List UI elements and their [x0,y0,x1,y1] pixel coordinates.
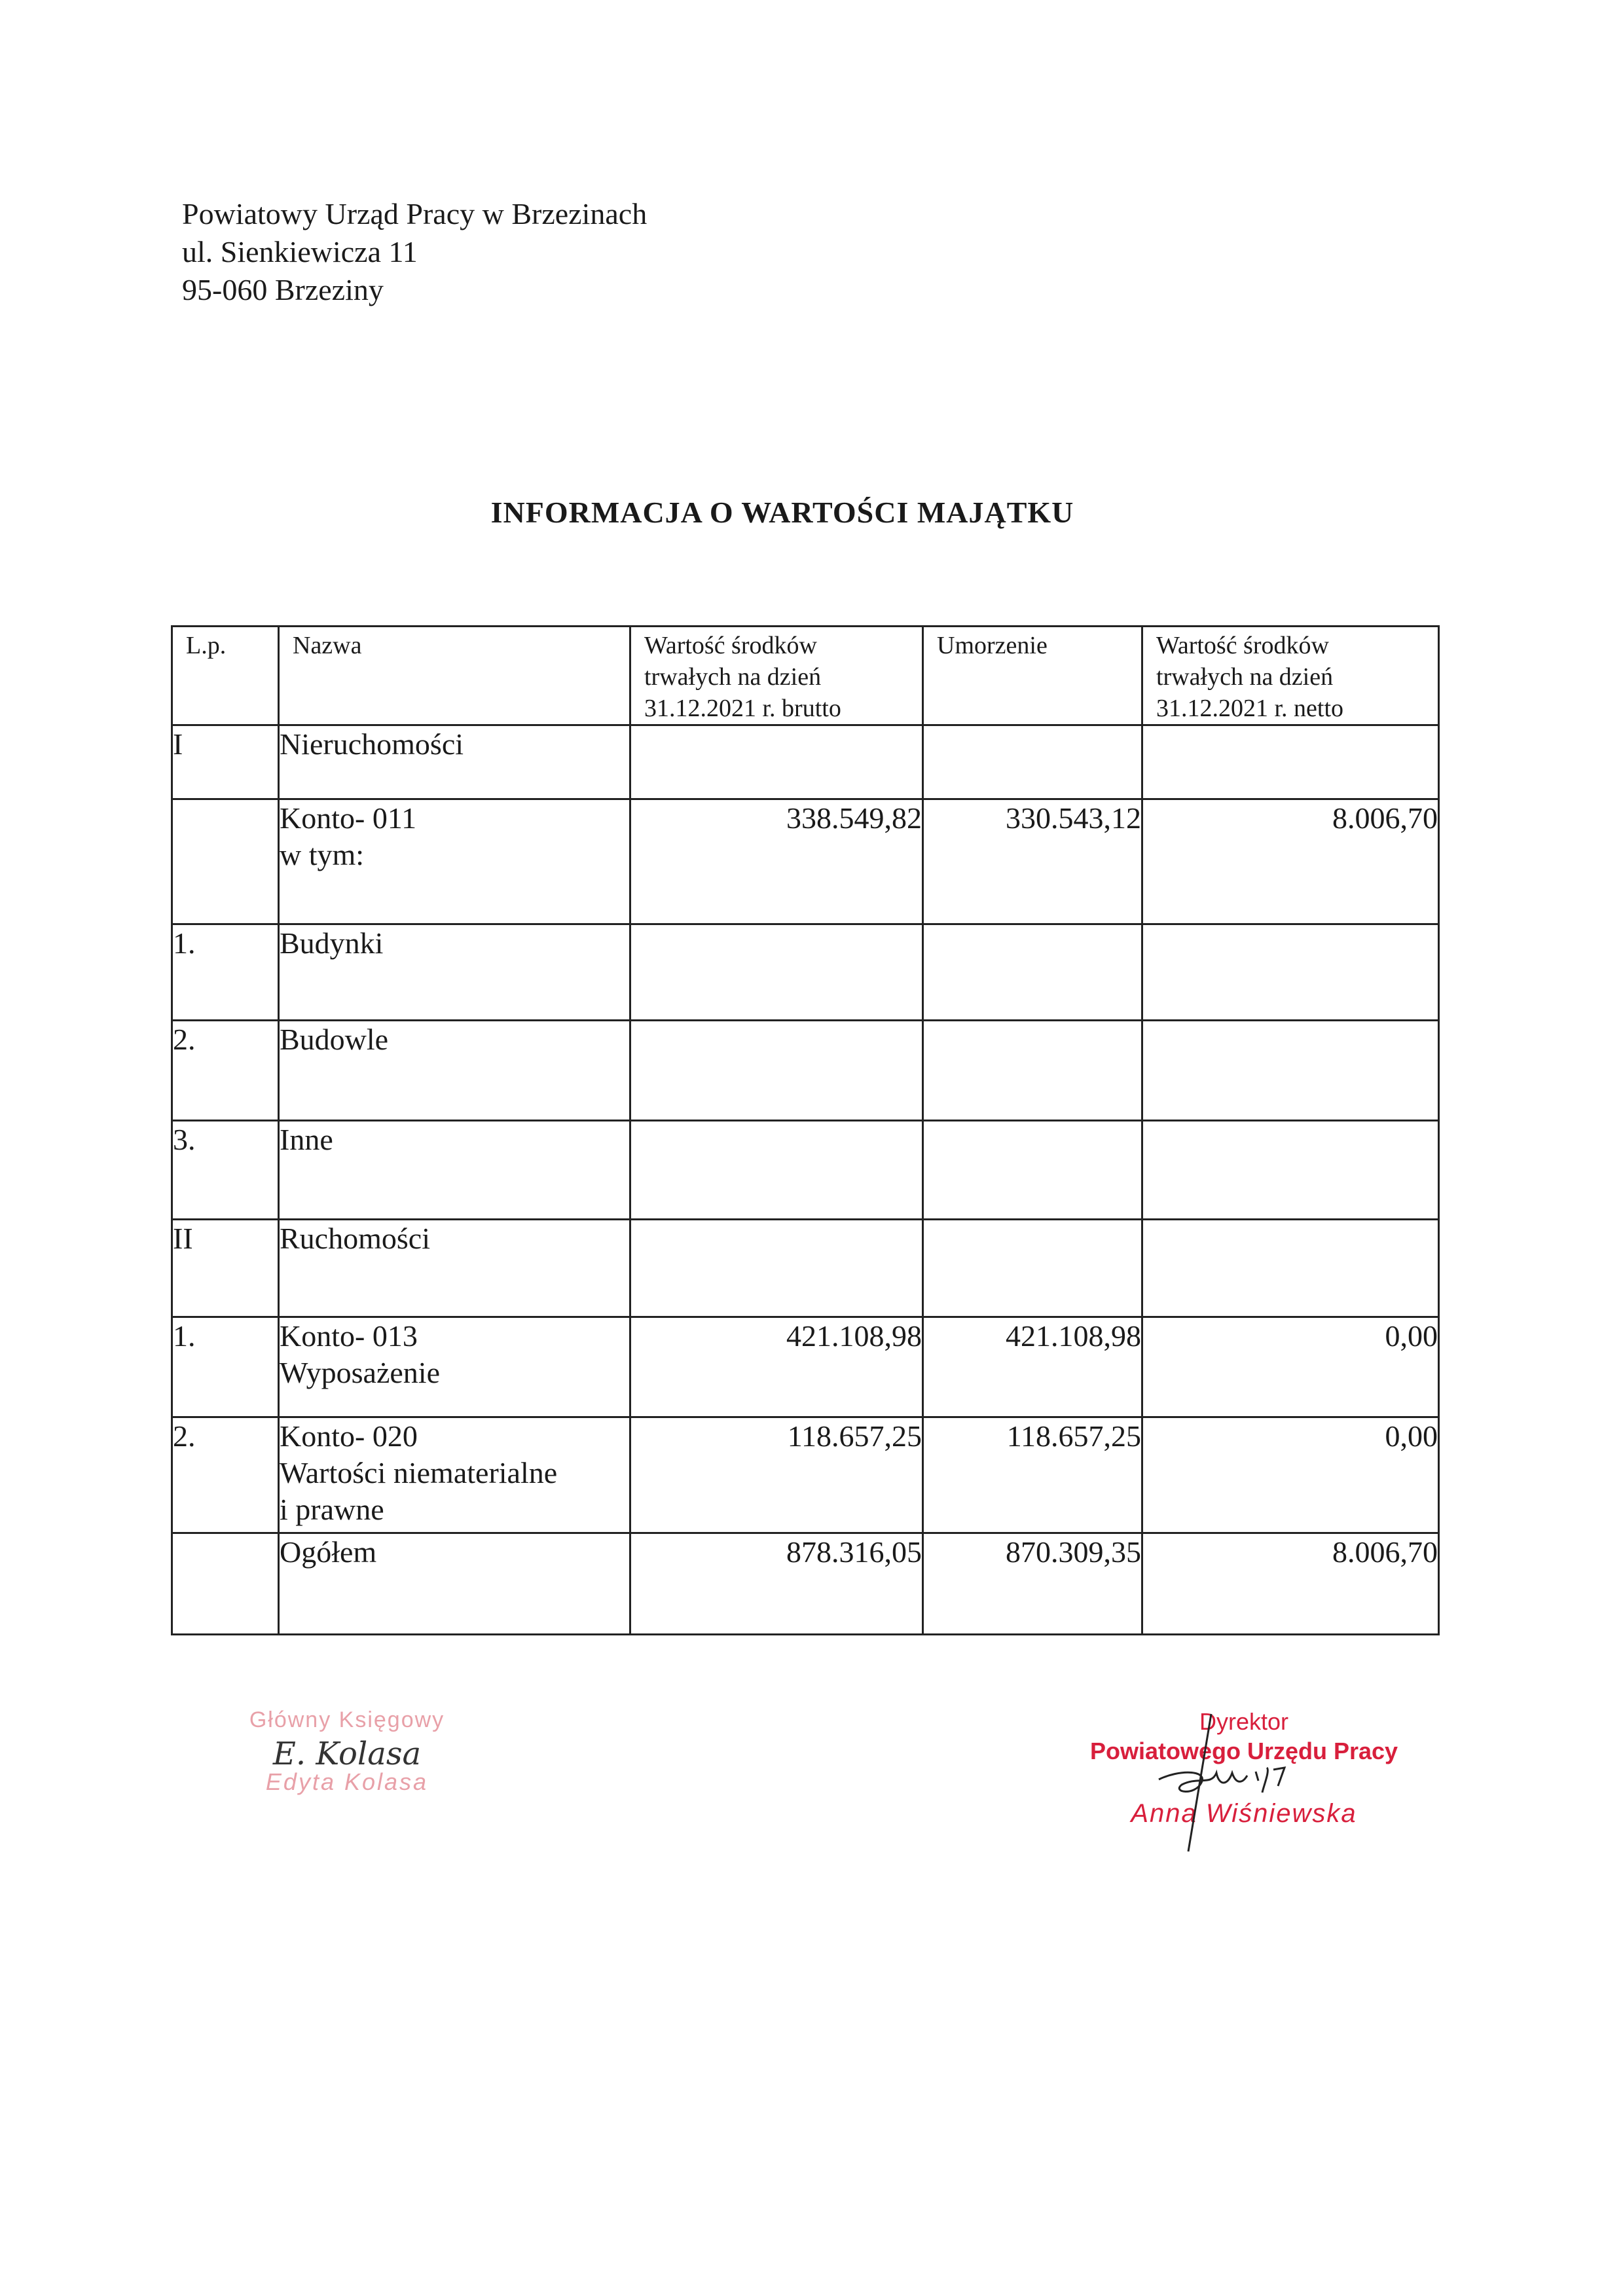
header-brutto-line: Wartość środków [644,632,817,659]
cell-brutto [630,1220,923,1317]
header-nazwa: Nazwa [279,627,630,725]
cell-umorzenie [923,1121,1142,1220]
cell-nazwa [279,1021,630,1121]
cell-lp: 1. [172,1317,279,1417]
cell-netto [1142,725,1439,799]
stamp-name: Edyta Kolasa [265,1768,429,1795]
header-netto [1142,627,1439,725]
cell-nazwa [279,1533,630,1635]
cell-nazwa [279,1121,630,1220]
address-line-street: ul. Sienkiewicza 11 [182,235,418,268]
cell-brutto: 878.316,05 [630,1533,923,1635]
nazwa-line: Ogółem [280,1535,377,1569]
cell-nazwa [279,1417,630,1533]
cell-netto: 0,00 [1142,1317,1439,1417]
handwritten-signature [1048,1707,1440,1858]
cell-lp: 3. [172,1121,279,1220]
nazwa-line: Budowle [280,1023,389,1056]
cell-umorzenie: 330.543,12 [923,799,1142,924]
cell-netto [1142,1220,1439,1317]
stamp-role-line1: Dyrektor [1199,1708,1289,1735]
cell-brutto [630,924,923,1021]
cell-umorzenie [923,1021,1142,1121]
cell-netto: 0,00 [1142,1417,1439,1533]
cell-lp: 2. [172,1021,279,1121]
table-row [172,1121,1439,1220]
nazwa-line: Ruchomości [280,1222,430,1255]
cell-brutto [630,1121,923,1220]
director-stamp [1048,1707,1440,1829]
nazwa-line: Wartości niematerialne [280,1456,558,1489]
cell-lp [172,1533,279,1635]
sender-address [182,195,647,309]
address-line-office: Powiatowy Urząd Pracy w Brzezinach [182,197,647,230]
cell-brutto: 118.657,25 [630,1417,923,1533]
nazwa-line: Wyposażenie [280,1356,441,1389]
cell-nazwa [279,1220,630,1317]
table-row [172,1317,1439,1417]
document-title: INFORMACJA O WARTOŚCI MAJĄTKU [490,496,1074,529]
nazwa-line: i prawne [280,1493,384,1526]
cell-lp: I [172,725,279,799]
header-netto-line: 31.12.2021 r. netto [1156,695,1344,722]
nazwa-line: w tym: [280,838,365,871]
cell-netto: 8.006,70 [1142,1533,1439,1635]
header-brutto-line: trwałych na dzień [644,663,822,691]
nazwa-line: Inne [280,1123,333,1156]
cell-nazwa [279,725,630,799]
asset-value-table [171,625,1440,1635]
cell-nazwa [279,924,630,1021]
cell-brutto: 421.108,98 [630,1317,923,1417]
cell-lp: 2. [172,1417,279,1533]
stamp-role-line2: Powiatowego Urzędu Pracy [1089,1738,1398,1764]
header-lp: L.p. [172,627,279,725]
cell-lp: 1. [172,924,279,1021]
header-brutto [630,627,923,725]
cell-brutto [630,1021,923,1121]
stamp-name: Anna Wiśniewska [1131,1799,1357,1828]
table-row [172,799,1439,924]
header-brutto-line: 31.12.2021 r. brutto [644,695,841,722]
nazwa-line: Konto- 011 [280,801,417,835]
cell-brutto: 338.549,82 [630,799,923,924]
handwritten-signature: E. Kolasa [272,1736,422,1772]
nazwa-line: Konto- 020 [280,1419,418,1453]
cell-nazwa [279,799,630,924]
cell-umorzenie [923,924,1142,1021]
table-row [172,1417,1439,1533]
cell-umorzenie: 118.657,25 [923,1417,1142,1533]
chief-accountant-stamp [229,1707,465,1796]
cell-lp [172,799,279,924]
cell-netto [1142,1021,1439,1121]
nazwa-line: Nieruchomości [280,727,464,761]
header-netto-line: Wartość środków [1156,632,1329,659]
nazwa-line: Budynki [280,926,384,960]
cell-umorzenie: 421.108,98 [923,1317,1142,1417]
cell-umorzenie: 870.309,35 [923,1533,1142,1635]
table-row [172,924,1439,1021]
cell-netto [1142,924,1439,1021]
table-row [172,725,1439,799]
table-header-row [172,627,1439,725]
cell-brutto [630,725,923,799]
address-line-city: 95-060 Brzeziny [182,273,384,306]
cell-lp: II [172,1220,279,1317]
table-row [172,1021,1439,1121]
table-row [172,1220,1439,1317]
header-umorzenie: Umorzenie [923,627,1142,725]
cell-netto [1142,1121,1439,1220]
stamp-role: Główny Księgowy [249,1707,445,1732]
table-row-total [172,1533,1439,1635]
cell-nazwa [279,1317,630,1417]
nazwa-line: Konto- 013 [280,1319,418,1353]
header-netto-line: trwałych na dzień [1156,663,1334,691]
cell-netto: 8.006,70 [1142,799,1439,924]
cell-umorzenie [923,1220,1142,1317]
cell-umorzenie [923,725,1142,799]
